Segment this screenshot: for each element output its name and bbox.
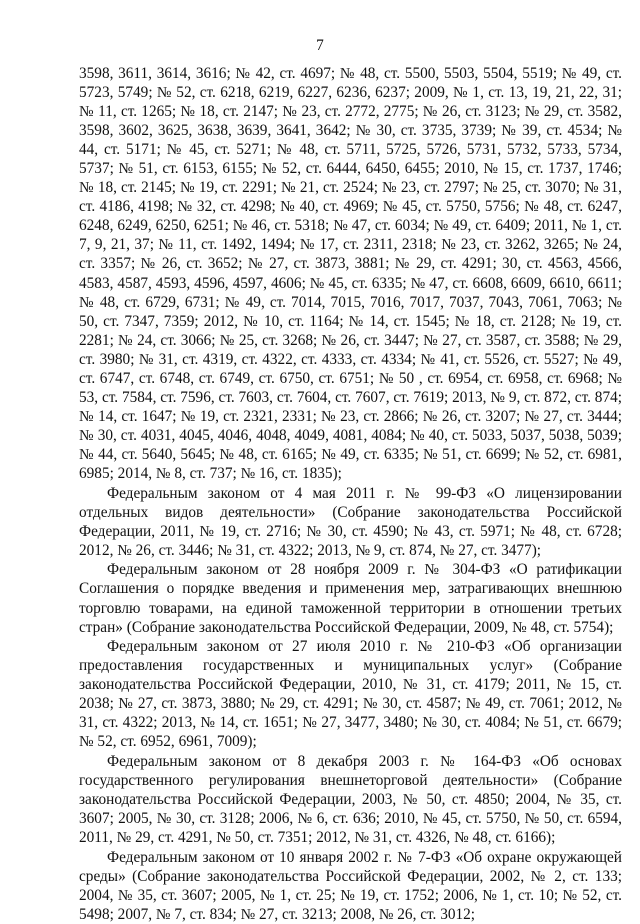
law-reference-paragraph: Федеральным законом от 28 ноября 2009 г. № 304-ФЗ «О ратификации Соглашения о порядке введения и применения мер, затрагивающих внешнюю торговлю товарами, на единой таможенной территории в отношении третьих стран» (Собрание законодательства Российской Федерации, 2009, № 48, ст. 5754);: [79, 561, 622, 636]
law-reference-paragraph: Федеральным законом от 4 мая 2011 г. № 99-ФЗ «О лицензировании отдельных видов деятельности» (Собрание законодательства Российской Федерации, 2011, № 19, ст. 2716; № 30, ст. 4590; № 43, ст. 5971; № 48, ст. 6728; 2012, № 26, ст. 3446; № 31, ст. 4322; 2013, № 9, ст. 874, № 27, ст. 3477);: [79, 484, 622, 559]
law-reference-paragraph: Федеральным законом от 27 июля 2010 г. № 210-ФЗ «Об организации предоставления государственных и муниципальных услуг» (Собрание законодательства Российской Федерации, 2010, № 31, ст. 4179; 2011, № 15, ст. 2038; № 27, ст. 3873, 3880; № 29, ст. 4291; № 30, ст. 4587; № 49, ст. 7061; 2012, № 31, ст. 4322; 2013, № 14, ст. 1651; № 27, 3477, 3480; № 30, ст. 4084; № 51, ст. 6679; № 52, ст. 6952, 6961, 7009);: [79, 638, 622, 751]
page-number: 7: [316, 37, 324, 54]
paragraph-continued: 3598, 3611, 3614, 3616; № 42, ст. 4697; № 48, ст. 5500, 5503, 5504, 5519; № 49, ст. 5723, 5749; № 52, ст. 6218, 6219, 6227, 6236, 6237; 2009, № 1, ст. 13, 19, 21, 22, 31; № 11, ст. 1265; № 18, ст. 2147; № 23, ст. 2772, 2775; № 26, ст. 3123; № 29, ст. 3582, 3598, 3602, 3625, 3638, 3639, 3641, 3642; № 30, ст. 3735, 3739; № 39, ст. 4534; № 44, ст. 5171; № 45, ст. 5271; № 48, ст. 5711, 5725, 5726, 5731, 5732, 5733, 5734, 5737; № 51, ст. 6153, 6155; № 52, ст. 6444, 6450, 6455; 2010, № 15, ст. 1737, 1746; № 18, ст. 2145; № 19, ст. 2291; № 21, ст. 2524; № 23, ст. 2797; № 25, ст. 3070; № 31, ст. 4186, 4198; № 32, ст. 4298; № 40, ст. 4969; № 45, ст. 5750, 5756; № 48, ст. 6247, 6248, 6249, 6250, 6251; № 46, ст. 5318; № 47, ст. 6034; № 49, ст. 6409; 2011, № 1, ст. 7, 9, 21, 37; № 11, ст. 1492, 1494; № 17, ст. 2311, 2318; № 23, ст. 3262, 3265; № 24, ст. 3357; № 26, ст. 3652; № 27, ст. 3873, 3881; № 29, ст. 4291; 30, ст. 4563, 4566, 4583, 4587, 4593, 4596, 4597, 4606; № 45, ст. 6335; № 47, ст. 6608, 6609, 6610, 6611; № 48, ст. 6729, 6731; № 49, ст. 7014, 7015, 7016, 7017, 7037, 7043, 7061, 7063; № 50, ст. 7347, 7359; 2012, № 10, ст. 1164; № 14, ст. 1545; № 18, ст. 2128; № 19, ст. 2281; № 24, ст. 3066; № 25, ст. 3268; № 26, ст. 3447; № 27, ст. 3587, ст. 3588; № 29, ст. 3980; № 31, ст. 4319, ст. 4322, ст. 4333, ст. 4334; № 41, ст. 5526, ст. 5527; № 49, ст. 6747, ст. 6748, ст. 6749, ст. 6750, ст. 6751; № 50 , ст. 6954, ст. 6958, ст. 6968; № 53, ст. 7584, ст. 7596, ст. 7603, ст. 7604, ст. 7607, ст. 7619; 2013, № 9, ст. 872, ст. 874; № 14, ст. 1647; № 19, ст. 2321, 2331; № 23, ст. 2866; № 26, ст. 3207; № 27, ст. 3444; № 30, ст. 4031, 4045, 4046, 4048, 4049, 4081, 4084; № 40, ст. 5033, 5037, 5038, 5039; № 44, ст. 5640, 5645; № 48, ст. 6165; № 49, ст. 6335; № 51, ст. 6699; № 52, ст. 6981, 6985; 2014, № 8, ст. 737; № 16, ст. 1835);: [79, 65, 622, 482]
document-body: [79, 64, 622, 924]
law-reference-paragraph: Федеральным законом от 10 января 2002 г. № 7-ФЗ «Об охране окружающей среды» (Собрание законодательства Российской Федерации, 2002, № 2, ст. 133; 2004, № 35, ст. 3607; 2005, № 1, ст. 25; № 19, ст. 1752; 2006, № 1, ст. 10; № 52, ст. 5498; 2007, № 7, ст. 834; № 27, ст. 3213; 2008, № 26, ст. 3012;: [79, 848, 622, 924]
law-reference-paragraph: Федеральным законом от 8 декабря 2003 г. № 164-ФЗ «Об основах государственного регулирования внешнеторговой деятельности» (Собрание законодательства Российской Федерации, 2003, № 50, ст. 4850; 2004, № 35, ст. 3607; 2005, № 30, ст. 3128; 2006, № 6, ст. 636; 2010, № 45, ст. 5750, № 50, ст. 6594, 2011, № 29, ст. 4291, № 50, ст. 7351; 2012, № 31, ст. 4326, № 48, ст. 6166);: [79, 753, 622, 847]
